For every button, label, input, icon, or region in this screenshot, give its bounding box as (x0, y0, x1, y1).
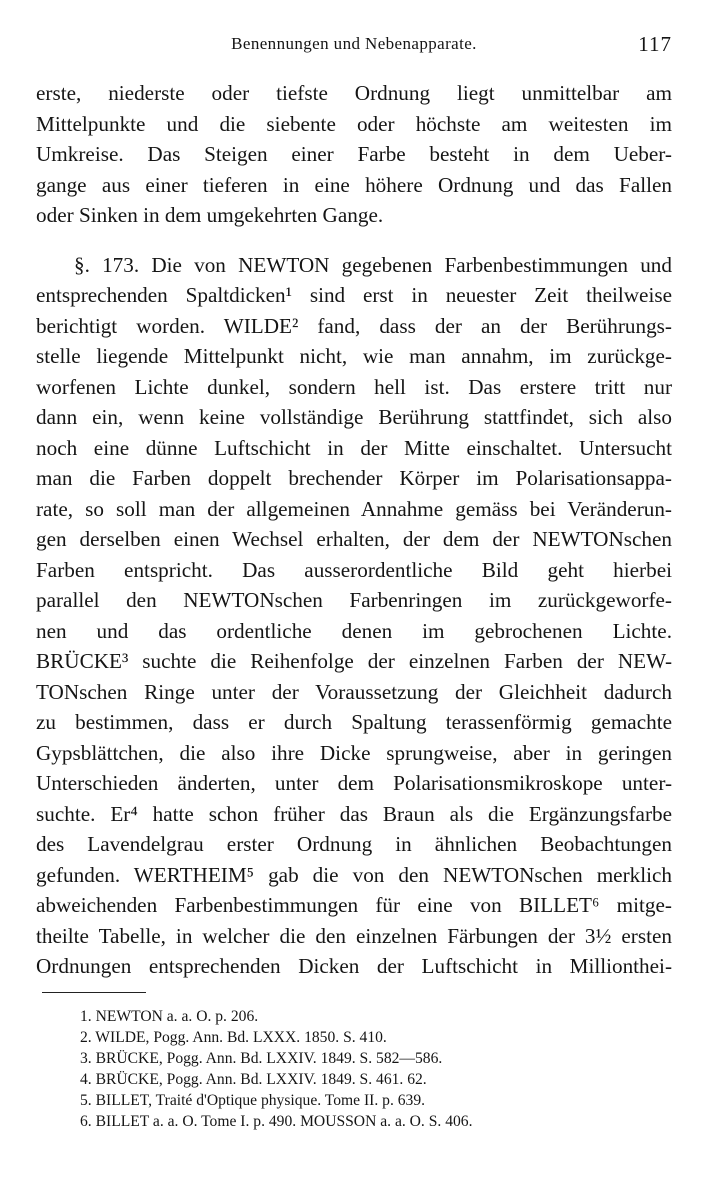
text-line: gange aus einer tieferen in eine höhere Ordnung und das Fallen (36, 172, 672, 197)
text-line: Unterschieden änderten, unter dem Polarisationsmikroskope unter- (36, 771, 672, 795)
text-line: nen und das ordentliche denen im gebrochenen Lichte. (36, 618, 672, 643)
section-heading-line: §. 173. Die von NEWTON gegebenen Farbenbestimmungen und (74, 252, 672, 277)
text-line: Mittelpunkte und die siebente oder höchste am weitesten im (36, 111, 672, 136)
footnote: 4. BRÜCKE, Pogg. Ann. Bd. LXXIV. 1849. S. 461. 62. (80, 1071, 427, 1088)
body-text (36, 78, 672, 982)
text-line: suchte. Er⁴ hatte schon früher das Braun als die Ergänzungsfarbe (36, 801, 672, 826)
text-line: Gypsblättchen, die also ihre Dicke sprungweise, aber in geringen (36, 740, 672, 765)
text-line: des Lavendelgrau erster Ordnung in ähnlichen Beobachtungen (36, 832, 672, 856)
text-line: berichtigt worden. WILDE² fand, dass der an der Berührungs- (36, 313, 672, 338)
text-line: zu bestimmen, dass er durch Spaltung terassenförmig gemachte (36, 710, 672, 734)
text-line: parallel den NEWTONschen Farbenringen im zurückgeworfe- (36, 588, 672, 612)
text-line: oder Sinken in dem umgekehrten Gange. (36, 203, 384, 227)
text-line: Umkreise. Das Steigen einer Farbe besteht in dem Ueber- (36, 142, 672, 166)
footnotes (80, 1006, 640, 1132)
text-line: erste, niederste oder tiefste Ordnung liegt unmittelbar am (36, 81, 672, 105)
text-line: abweichenden Farbenbestimmungen für eine von BILLET⁶ mitge- (36, 893, 672, 917)
text-line: worfenen Lichte dunkel, sondern hell ist. Das erstere tritt nur (36, 374, 672, 399)
page-number: 117 (638, 32, 672, 56)
footnote: 1. NEWTON a. a. O. p. 206. (80, 1008, 259, 1025)
paragraph-gap (36, 231, 672, 250)
text-line: Ordnungen entsprechenden Dicken der Luftschicht in Millionthei- (36, 954, 672, 978)
footnote: 6. BILLET a. a. O. Tome I. p. 490. MOUSSON a. a. O. S. 406. (80, 1113, 473, 1130)
text-line: Farben entspricht. Das ausserordentliche Bild geht hierbei (36, 557, 672, 582)
text-line: BRÜCKE³ suchte die Reihenfolge der einzelnen Farben der NEW- (36, 649, 672, 673)
footnote: 2. WILDE, Pogg. Ann. Bd. LXXX. 1850. S. 410. (80, 1029, 387, 1046)
footnote: 5. BILLET, Traité d'Optique physique. Tome II. p. 639. (80, 1092, 426, 1109)
text-line: gen derselben einen Wechsel erhalten, der dem der NEWTONschen (36, 527, 672, 551)
text-line: rate, so soll man der allgemeinen Annahme gemäss bei Veränderun- (36, 496, 672, 521)
text-line: TONschen Ringe unter der Voraussetzung der Gleichheit dadurch (36, 679, 672, 704)
text-line: noch eine dünne Luftschicht in der Mitte einschaltet. Untersucht (36, 435, 672, 460)
running-head (36, 32, 672, 62)
text-line: man die Farben doppelt brechender Körper im Polarisationsappa- (36, 466, 672, 490)
text-line: entsprechenden Spaltdicken¹ sind erst in neuester Zeit theilweise (36, 283, 672, 307)
text-line: dann ein, wenn keine vollständige Berührung stattfindet, sich also (36, 405, 672, 429)
text-line: gefunden. WERTHEIM⁵ gab die von den NEWTONschen merklich (36, 862, 672, 887)
running-head-title: Benennungen und Nebenapparate. (231, 34, 477, 53)
text-line: theilte Tabelle, in welcher die den einzelnen Färbungen der 3½ ersten (36, 923, 672, 948)
text-line: stelle liegende Mittelpunkt nicht, wie man annahm, im zurückge- (36, 344, 672, 368)
footnote-divider (42, 992, 146, 993)
footnote: 3. BRÜCKE, Pogg. Ann. Bd. LXXIV. 1849. S. 582—586. (80, 1050, 443, 1067)
